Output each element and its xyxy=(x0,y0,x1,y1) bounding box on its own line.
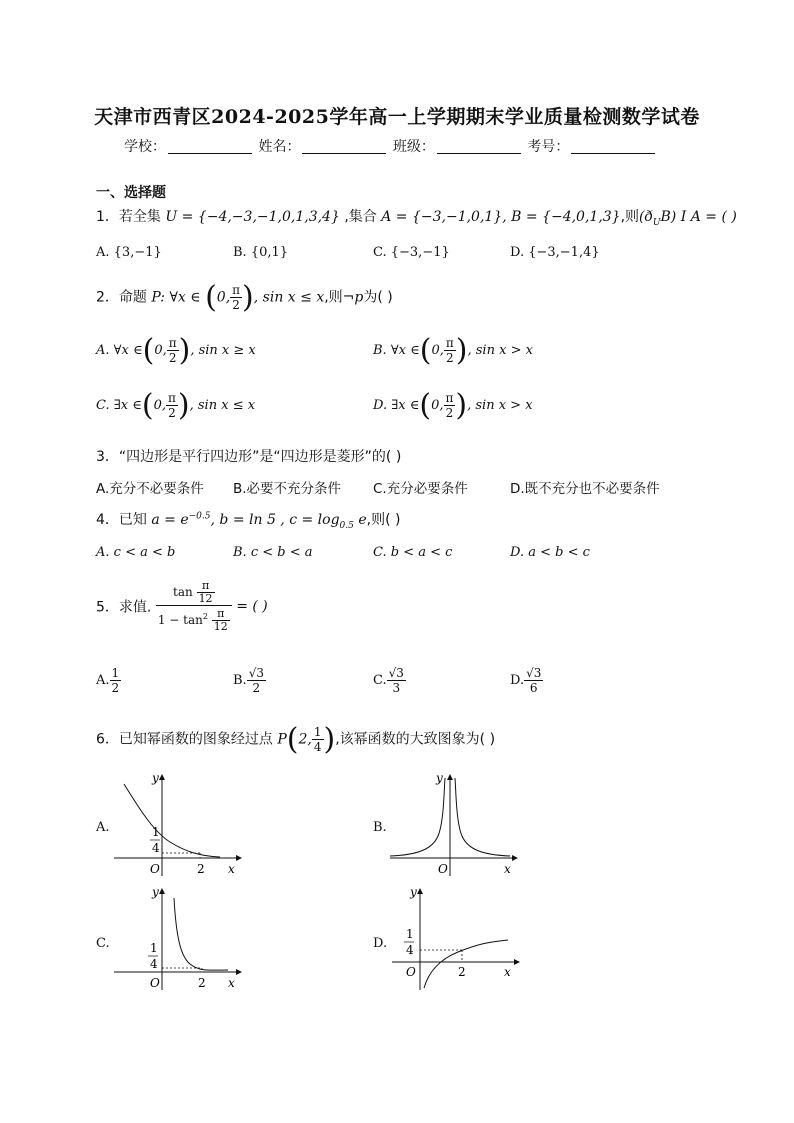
svg-text:1: 1 xyxy=(150,941,158,955)
svg-text:O: O xyxy=(438,862,448,876)
svg-text:4: 4 xyxy=(150,957,158,971)
q4-stem-b: ,则( ) xyxy=(366,512,401,528)
q4-stem-a: 4．已知 xyxy=(96,512,147,528)
q6-graph-d[interactable] xyxy=(388,884,523,994)
q4-expr-a: a = e xyxy=(151,512,189,528)
school-blank[interactable] xyxy=(168,139,252,154)
q2-stem-c: ,则 xyxy=(324,289,343,306)
q1-set-b: , B = {−4,0,1,3} xyxy=(502,209,621,225)
class-label: 班级： xyxy=(392,139,435,155)
q1-expr2: B) I A = ( ) xyxy=(660,209,737,225)
svg-text:4: 4 xyxy=(152,841,160,855)
q5-stem-b: = ( ) xyxy=(236,598,268,615)
q1-set-u: U = {−4,−3,−1,0,1,3,4} xyxy=(165,209,340,225)
id-blank[interactable] xyxy=(571,139,655,154)
svg-text:4: 4 xyxy=(406,943,414,957)
q1-option-a[interactable]: A. {3,−1} xyxy=(96,245,162,260)
svg-text:y: y xyxy=(152,771,159,785)
name-blank[interactable] xyxy=(302,139,386,154)
svg-text:y: y xyxy=(436,771,443,785)
q1-set-a: A = {−3,−1,0,1} xyxy=(381,209,503,225)
q6-stem-a: 6．已知幂函数的图象经过点 xyxy=(96,731,273,748)
q2-stem-a: 2．命题 xyxy=(96,289,147,306)
q1-option-b[interactable]: B. {0,1} xyxy=(233,245,289,260)
student-info-line xyxy=(124,136,657,156)
svg-text:O: O xyxy=(406,965,416,979)
q6-graph-c[interactable] xyxy=(110,884,245,994)
question-4: 4．已知 $a = e^{-0.5}$, b = ln 5 , $c = \log_{0.5} e$,则( ) xyxy=(96,511,401,531)
q6-point-p: P xyxy=(277,731,287,748)
q2-stem-b: , sin x ≤ x xyxy=(253,289,325,306)
q2-pi-over-2: $\frac{\pi}{2}$ xyxy=(232,283,241,312)
svg-text:x: x xyxy=(504,862,511,876)
svg-text:O: O xyxy=(150,976,160,990)
q3-option-b[interactable]: B.必要不充分条件 xyxy=(233,481,342,497)
question-1: 1．若全集 U = {−4,−3,−1,0,1,3,4} ,集合 A = {−3,−1,0,1}, B = {−4,0,1,3},则$(ð_UB)$ I A = ( ) xyxy=(96,209,737,228)
question-5 xyxy=(96,580,268,633)
svg-text:x: x xyxy=(228,862,235,876)
question-2: 2．命题 P: ∀x ∈ (0, $\frac{\pi}{2}$ ), sin x ≤ x,则¬p为( ) xyxy=(96,280,393,315)
q4-option-c[interactable]: C. b < a < c xyxy=(373,545,453,560)
class-blank[interactable] xyxy=(437,139,521,154)
question-3: 3．“四边形是平行四边形”是“四边形是菱形”的( ) xyxy=(96,449,402,465)
q2-option-d[interactable]: D. ∃x ∈(0, $\frac{\pi}{2}$ ), sin x > x xyxy=(373,388,533,423)
q2-proposition: P: ∀x ∈ xyxy=(151,289,201,306)
svg-text:x: x xyxy=(504,965,511,979)
svg-text:2: 2 xyxy=(458,965,466,979)
q6-graph-a[interactable] xyxy=(110,770,245,880)
q2-option-a[interactable]: A. ∀x ∈(0, $\frac{\pi}{2}$ ), sin x ≥ x xyxy=(96,333,256,368)
q4-option-b[interactable]: B. c < b < a xyxy=(233,545,313,560)
q2-option-b[interactable]: B. ∀x ∈(0, $\frac{\pi}{2}$ ), sin x > x xyxy=(373,333,533,368)
q2-option-c[interactable]: C. ∃x ∈(0, $\frac{\pi}{2}$ ), sin x ≤ x xyxy=(96,388,256,423)
q5-option-a[interactable]: A. $\frac{1}{2}$ xyxy=(96,666,120,695)
question-6: 6．已知幂函数的图象经过点 P(2, $\frac{1}{4}$ ),该幂函数的大致图象为( ) xyxy=(96,722,496,757)
q2-negation: ¬p xyxy=(342,289,364,306)
svg-text:2: 2 xyxy=(198,976,206,990)
q5-option-c[interactable]: C. $\frac{√3}{3}$ xyxy=(373,666,404,695)
svg-text:O: O xyxy=(150,862,160,876)
q6-option-a-label[interactable]: A. xyxy=(96,820,110,835)
q6-graph-b[interactable] xyxy=(386,770,521,880)
q4-option-a[interactable]: A. c < a < b xyxy=(96,545,176,560)
svg-text:y: y xyxy=(152,885,159,899)
q5-option-d[interactable]: D. $\frac{√3}{6}$ xyxy=(510,666,542,695)
q1-option-c[interactable]: C. {−3,−1} xyxy=(373,245,450,260)
svg-text:2: 2 xyxy=(197,862,205,876)
svg-text:1: 1 xyxy=(152,825,160,839)
page-title: 天津市西青区2024-2025学年高一上学期期末学业质量检测数学试卷 xyxy=(94,106,700,128)
svg-text:y: y xyxy=(410,885,417,899)
school-label: 学校： xyxy=(124,139,166,155)
q6-option-c-label[interactable]: C. xyxy=(96,936,110,951)
svg-text:1: 1 xyxy=(406,927,414,941)
q1-stem-b: ,集合 xyxy=(344,209,377,225)
q5-option-b[interactable]: B. $\frac{√3}{2}$ xyxy=(233,666,264,695)
q2-zero: 0, xyxy=(216,289,231,306)
q6-option-b-label[interactable]: B. xyxy=(373,820,387,835)
q3-option-c[interactable]: C.充分必要条件 xyxy=(373,481,468,497)
q1-stem-c: ,则 xyxy=(620,209,640,225)
q5-stem-a: 5．求值. xyxy=(96,599,152,616)
id-label: 考号： xyxy=(527,139,570,155)
q6-stem-b: ,该幂函数的大致图象为( ) xyxy=(335,731,496,748)
q3-option-d[interactable]: D.既不充分也不必要条件 xyxy=(510,481,660,497)
q2-stem-e: 为( ) xyxy=(363,289,393,306)
name-label: 姓名： xyxy=(258,139,301,155)
q5-fraction: tan $\frac{\pi}{12}$ $1 - \tan^2$ $\frac{\pi}{12}$ xyxy=(156,580,232,633)
q1-expr: (ð xyxy=(639,209,653,225)
q4-expr-bc: , b = ln 5 , c = log xyxy=(210,512,340,528)
q1-option-d[interactable]: D. {−3,−1,4} xyxy=(510,245,600,260)
q4-option-d[interactable]: D. a < b < c xyxy=(510,545,590,560)
q6-option-d-label[interactable]: D. xyxy=(373,936,388,951)
q1-stem-a: 1．若全集 xyxy=(96,209,161,225)
svg-text:x: x xyxy=(228,976,235,990)
section-heading: 一、选择题 xyxy=(96,185,166,201)
q3-option-a[interactable]: A.充分不必要条件 xyxy=(96,481,204,497)
